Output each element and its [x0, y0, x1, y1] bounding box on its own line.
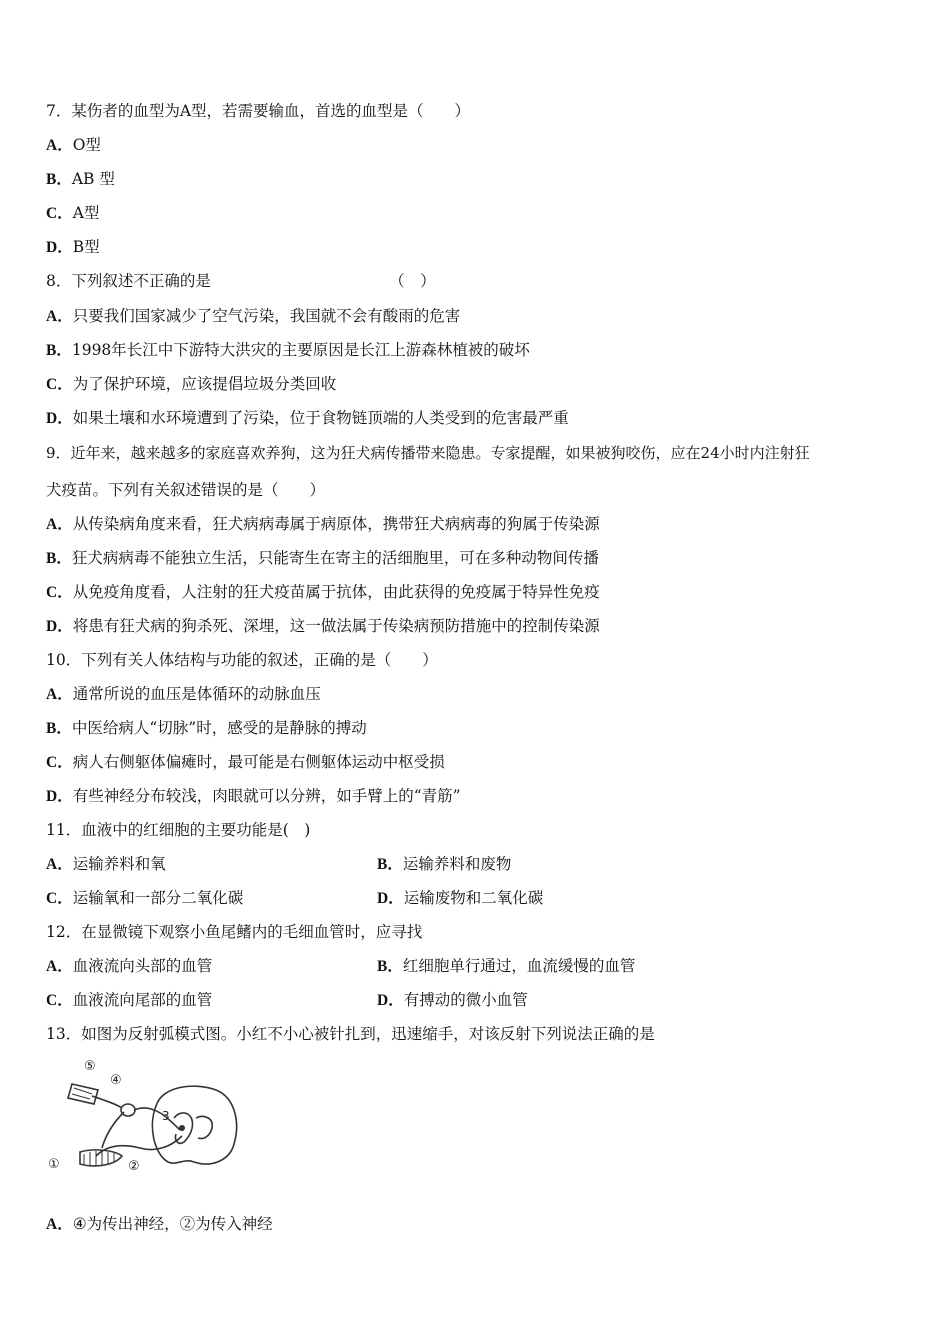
q10-option-c: [46, 752, 445, 773]
q7-option-b: [46, 169, 115, 190]
q12-options-row1: [46, 956, 846, 977]
option-text: 运输氧和一部分二氧化碳: [72, 889, 244, 907]
q7-option-d: [46, 237, 100, 258]
option-text: 运输养料和氧: [72, 855, 166, 873]
option-text: 有搏动的微小血管: [403, 991, 528, 1009]
option-label: D．: [46, 618, 73, 635]
option-label: C．: [46, 376, 73, 393]
q13-stem: 13．如图为反射弧模式图。小红不小心被针扎到，迅速缩手，对该反射下列说法正确的是: [46, 1025, 655, 1043]
q11-option-c: [46, 889, 243, 907]
option-label: D．: [46, 410, 73, 427]
option-text: 只要我们国家减少了空气污染，我国就不会有酸雨的危害: [72, 307, 461, 325]
q9-stem-line2: 犬疫苗。下列有关叙述错误的是（ ）: [46, 481, 326, 499]
q12-option-a: [46, 957, 212, 975]
option-text: 红细胞单行通过，血流缓慢的血管: [402, 957, 636, 975]
q10-option-b: [46, 718, 367, 739]
option-label: A．: [46, 1216, 73, 1233]
label-4: ④: [110, 1073, 122, 1088]
q10-stem: 10．下列有关人体结构与功能的叙述，正确的是（ ）: [46, 651, 438, 669]
option-text: 病人右侧躯体偏瘫时，最可能是右侧躯体运动中枢受损: [72, 753, 445, 771]
label-1: ①: [48, 1157, 60, 1172]
q12-option-d: [377, 990, 528, 1011]
q11-options-row2: [46, 888, 846, 909]
option-label: D．: [46, 239, 73, 256]
afferent-nerve: [134, 1108, 180, 1130]
label-5: ⑤: [84, 1059, 96, 1074]
q7-stem: 7．某伤者的血型为A型，若需要输血，首选的血型是（ ）: [46, 102, 471, 120]
reflex-arc-diagram: [44, 1056, 244, 1176]
efferent-nerve: [96, 1136, 182, 1156]
interneuron-dot: [179, 1125, 185, 1131]
q8-option-c: [46, 374, 336, 395]
option-text: 如果土壤和水环境遭到了污染，位于食物链顶端的人类受到的危害最严重: [72, 409, 569, 427]
option-text: 血液流向头部的血管: [72, 957, 213, 975]
option-label: D．: [377, 890, 404, 907]
q7-option-a: [46, 135, 101, 156]
option-label: C．: [46, 890, 73, 907]
option-label: A．: [46, 958, 73, 975]
option-label: B．: [46, 720, 72, 737]
option-text: A型: [72, 204, 100, 222]
option-text: O型: [72, 136, 101, 154]
q9-option-b: [46, 548, 599, 569]
option-text: AB 型: [71, 170, 115, 188]
q8-option-d: [46, 408, 569, 429]
q9-option-c: [46, 582, 600, 603]
option-text: 血液流向尾部的血管: [72, 991, 213, 1009]
option-text: 为了保护环境，应该提倡垃圾分类回收: [72, 375, 337, 393]
label-3: 3: [162, 1109, 170, 1123]
option-label: A．: [46, 686, 73, 703]
option-label: A．: [46, 137, 73, 154]
q11-stem: 11．血液中的红细胞的主要功能是( ): [46, 821, 311, 839]
option-text: 运输养料和废物: [402, 855, 512, 873]
q8-stem: 8．下列叙述不正确的是 （ ）: [46, 272, 436, 290]
option-text: B型: [72, 238, 100, 256]
label-2: ②: [128, 1159, 140, 1174]
option-text: 1998年长江中下游特大洪灾的主要原因是长江上游森林植被的破坏: [71, 341, 530, 359]
option-label: B．: [377, 856, 403, 873]
option-label: B．: [46, 342, 72, 359]
q8-option-a: [46, 306, 460, 327]
option-text: 运输废物和二氧化碳: [403, 889, 544, 907]
option-label: A．: [46, 516, 73, 533]
option-text: 有些神经分布较浅，肉眼就可以分辨，如手臂上的“青筋”: [72, 787, 461, 805]
q10-option-a: [46, 684, 321, 705]
q11-options-row1: [46, 854, 846, 875]
option-text: ④为传出神经，②为传入神经: [72, 1215, 273, 1233]
q9-stem-line1: 9．近年来，越来越多的家庭喜欢养狗，这为狂犬病传播带来隐患。专家提醒，如果被狗咬伤，应在24小时内注射狂: [46, 444, 810, 462]
q7-option-c: [46, 203, 99, 224]
q9-option-d: [46, 616, 600, 637]
q10-option-d: [46, 786, 461, 807]
q12-option-c: [46, 991, 212, 1009]
option-label: B．: [377, 958, 403, 975]
option-label: C．: [46, 992, 73, 1009]
q12-option-b: [377, 956, 635, 977]
option-text: 从传染病角度来看，狂犬病病毒属于病原体，携带狂犬病病毒的狗属于传染源: [72, 515, 600, 533]
option-label: A．: [46, 308, 73, 325]
option-label: B．: [46, 171, 72, 188]
q11-option-b: [377, 854, 511, 875]
q13-option-a: [46, 1214, 273, 1235]
option-label: D．: [377, 992, 404, 1009]
option-label: C．: [46, 205, 73, 222]
option-text: 通常所说的血压是体循环的动脉血压: [72, 685, 321, 703]
nerve-branch: [102, 1112, 124, 1148]
q11-option-a: [46, 855, 166, 873]
option-label: C．: [46, 754, 73, 771]
option-label: C．: [46, 584, 73, 601]
option-text: 从免疫角度看，人注射的狂犬疫苗属于抗体，由此获得的免疫属于特异性免疫: [72, 583, 600, 601]
option-text: 狂犬病病毒不能独立生活，只能寄生在寄主的活细胞里，可在多种动物间传播: [71, 549, 599, 567]
grey-matter-right: [196, 1116, 212, 1138]
q8-option-b: [46, 340, 530, 361]
q12-stem: 12．在显微镜下观察小鱼尾鳍内的毛细血管时，应寻找: [46, 923, 423, 941]
option-label: D．: [46, 788, 73, 805]
q12-options-row2: [46, 990, 846, 1011]
q9-option-a: [46, 514, 600, 535]
option-label: B．: [46, 550, 72, 567]
ganglion: [121, 1104, 135, 1116]
option-text: 中医给病人“切脉”时，感受的是静脉的搏动: [71, 719, 367, 737]
option-text: 将患有狂犬病的狗杀死、深埋，这一做法属于传染病预防措施中的控制传染源: [72, 617, 600, 635]
option-label: A．: [46, 856, 73, 873]
q11-option-d: [377, 888, 543, 909]
spinal-cord-outline: [152, 1086, 236, 1164]
